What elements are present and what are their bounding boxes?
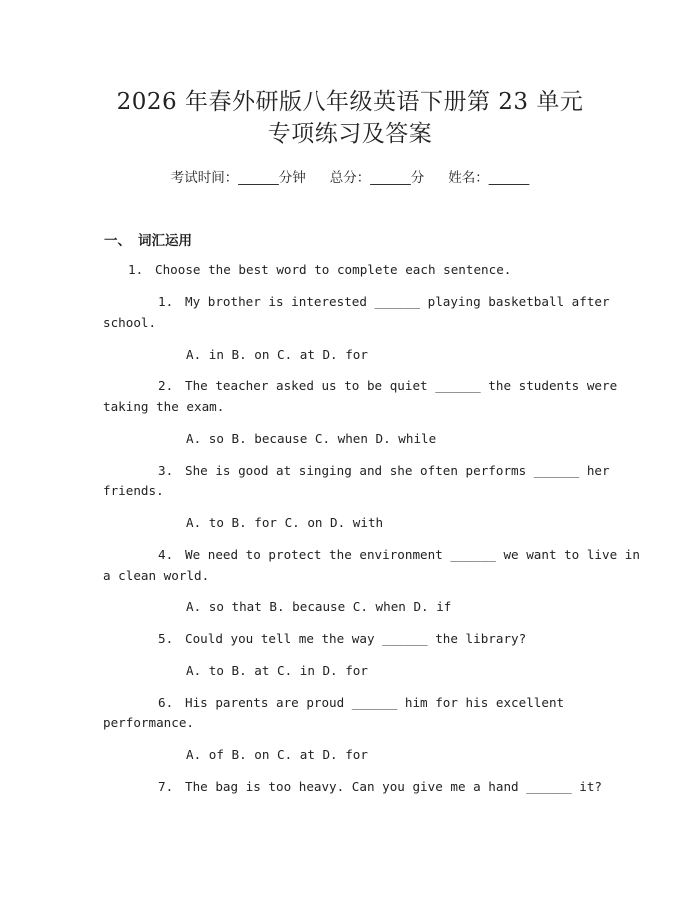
question-text: We need to protect the environment ______ we want to live in <box>185 547 640 562</box>
question-line <box>158 778 602 796</box>
question-continuation: friends. <box>103 483 164 498</box>
question-options: A. of B. on C. at D. for <box>186 747 368 762</box>
question-continuation: taking the exam. <box>103 399 225 414</box>
question-number: 3. <box>158 463 174 478</box>
question-number: 6. <box>158 695 174 710</box>
section-title: 词汇运用 <box>138 233 192 249</box>
question-continuation: school. <box>103 315 157 330</box>
section-heading <box>104 229 192 249</box>
question-line <box>158 462 610 480</box>
question-line <box>158 694 564 712</box>
question-line <box>158 377 617 395</box>
total-score-field: 总分：______分 <box>329 170 425 186</box>
question-number: 5. <box>158 631 174 646</box>
question-options: A. to B. for C. on D. with <box>186 515 384 530</box>
question-text: The teacher asked us to be quiet ______ the students were <box>185 378 618 393</box>
question-line <box>158 293 610 311</box>
question-continuation: a clean world. <box>103 568 210 583</box>
question-number: 4. <box>158 547 174 562</box>
question-options: A. so that B. because C. when D. if <box>186 599 452 614</box>
question-line <box>158 546 640 564</box>
question-number: 1. <box>158 294 174 309</box>
question-text: Could you tell me the way ______ the library? <box>185 631 527 646</box>
question-text: The bag is too heavy. Can you give me a hand ______ it? <box>185 779 603 794</box>
document-title-line2: 专项练习及答案 <box>267 121 433 147</box>
instruction-line <box>128 261 511 279</box>
question-options: A. to B. at C. in D. for <box>186 663 368 678</box>
exam-info-row <box>0 168 700 188</box>
question-options: A. so B. because C. when D. while <box>186 431 437 446</box>
question-continuation: performance. <box>103 715 194 730</box>
question-options: A. in B. on C. at D. for <box>186 347 368 362</box>
name-field: 姓名：______ <box>448 170 530 186</box>
instruction-number: 1. <box>128 262 144 277</box>
section-number: 一、 <box>104 233 131 249</box>
question-number: 7. <box>158 779 174 794</box>
question-line <box>158 630 526 648</box>
question-number: 2. <box>158 378 174 393</box>
instruction-text: Choose the best word to complete each sentence. <box>155 262 512 277</box>
exam-time-field: 考试时间：______分钟 <box>170 170 306 186</box>
question-text: My brother is interested ______ playing basketball after <box>185 294 610 309</box>
question-text: She is good at singing and she often performs ______ her <box>185 463 610 478</box>
document-title-line1: 2026 年春外研版八年级英语下册第 23 单元 <box>116 89 584 115</box>
question-text: His parents are proud ______ him for his excellent <box>185 695 565 710</box>
